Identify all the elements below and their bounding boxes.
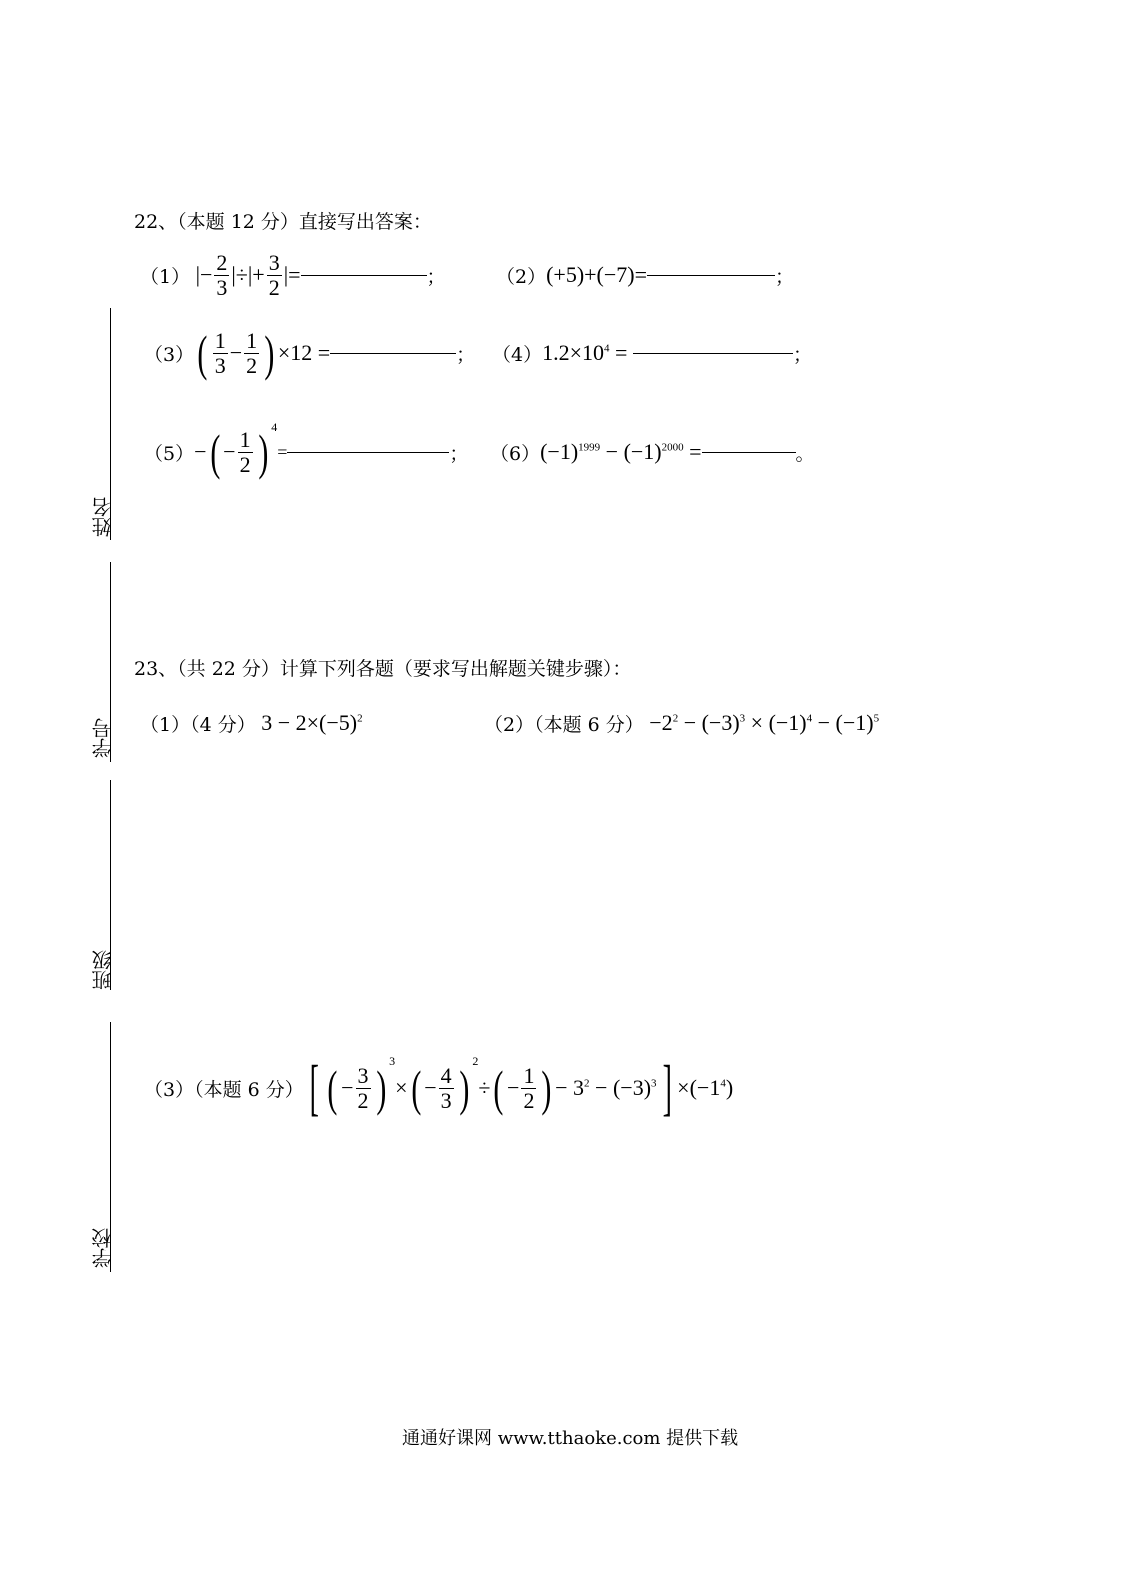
math-expression: −	[194, 439, 207, 464]
part-label: （4）	[492, 343, 543, 366]
end-mark: 。	[795, 442, 815, 465]
math-expression: =	[277, 441, 288, 462]
math-expression: ×	[395, 1075, 408, 1100]
math-expression: −	[229, 340, 243, 365]
fraction: $\frac{1}{2}$	[523, 1063, 535, 1113]
math-expression: − $3^2 - (-3)^3$	[555, 1075, 657, 1100]
q23-part1	[140, 708, 363, 738]
math-expression: ÷	[478, 1075, 491, 1100]
fraction: $\frac{3}{2}$	[268, 250, 280, 300]
part-label: （2）（本题 6 分）	[484, 713, 644, 736]
q22-part4	[492, 338, 812, 368]
part-label: （1）（4 分）	[140, 713, 256, 736]
math-expression: ]	[662, 1054, 672, 1122]
q22-part5	[144, 416, 468, 488]
math-expression: 4	[271, 420, 278, 434]
fraction: $\frac{1}{2}$	[239, 427, 251, 477]
q22-part1	[140, 245, 446, 305]
q23-header: 23、（共 22 分）计算下列各题（要求写出解题关键步骤）：	[134, 658, 632, 680]
math-expression: )	[458, 1060, 469, 1116]
math-expression: |=	[283, 262, 301, 287]
separator: ；	[792, 343, 812, 366]
math-expression: |−	[190, 262, 213, 287]
q22-part3	[144, 320, 475, 386]
answer-blank[interactable]	[702, 451, 796, 453]
part-label: （1）	[140, 265, 191, 288]
math-expression: (	[197, 325, 208, 381]
math-expression: $3 - 2\times(-5)^2$	[255, 710, 363, 735]
q23-part2	[484, 708, 879, 738]
math-expression: (+5)+(−7)=	[546, 262, 648, 287]
math-expression: $(-1)^{1999} - (-1)^{2000}$ =	[540, 439, 702, 464]
answer-blank[interactable]	[330, 352, 456, 354]
math-expression: [	[309, 1054, 319, 1122]
q22-part2	[496, 260, 794, 290]
math-expression: $-2^2 - (-3)^3 \times (-1)^4 - (-1)^5$	[643, 710, 880, 735]
math-expression: )	[541, 1060, 552, 1116]
math-expression: )	[257, 424, 268, 480]
part-label: （2）	[496, 265, 547, 288]
math-expression: $\times(-1^4)$	[677, 1075, 734, 1100]
math-expression: |÷|+	[231, 262, 265, 287]
school-label: 学校	[91, 1228, 115, 1268]
answer-blank[interactable]	[647, 274, 775, 276]
name-label: 姓名	[91, 497, 115, 537]
student-number-label: 学号	[91, 718, 115, 758]
answer-blank[interactable]	[301, 274, 427, 276]
q23-part3	[144, 1050, 733, 1126]
answer-blank[interactable]	[287, 451, 449, 453]
math-expression: )	[375, 1060, 386, 1116]
part-label: （6）	[490, 442, 541, 465]
fraction: $\frac{1}{2}$	[246, 328, 258, 378]
math-expression: (	[209, 424, 220, 480]
q22-part6	[490, 437, 815, 467]
separator: ；	[449, 442, 469, 465]
math-expression: (	[493, 1060, 504, 1116]
math-expression: −	[341, 1075, 354, 1100]
math-expression: −	[223, 439, 236, 464]
separator: ；	[456, 343, 476, 366]
math-expression: −	[507, 1075, 520, 1100]
part-label: （5）	[144, 442, 195, 465]
part-label: （3）	[144, 343, 195, 366]
q22-header: 22、（本题 12 分）直接写出答案：	[134, 211, 432, 233]
separator: ；	[426, 265, 446, 288]
fraction: $\frac{3}{2}$	[357, 1063, 369, 1113]
math-expression: 2	[472, 1054, 479, 1068]
fraction: $\frac{1}{3}$	[214, 328, 226, 378]
answer-blank[interactable]	[633, 352, 793, 354]
math-expression: ×12 =	[277, 340, 331, 365]
fraction: $\frac{4}{3}$	[440, 1063, 452, 1113]
separator: ；	[775, 265, 795, 288]
math-expression: 3	[389, 1054, 396, 1068]
math-expression: (	[410, 1060, 421, 1116]
math-expression: (	[327, 1060, 338, 1116]
math-expression: $1.2\times 10^4$ =	[542, 340, 633, 365]
footer-text: 通通好课网 www.tthaoke.com 提供下载	[402, 1428, 739, 1449]
fraction: $\frac{2}{3}$	[216, 250, 228, 300]
class-label: 班级	[91, 950, 115, 990]
math-expression: )	[264, 325, 275, 381]
math-expression: −	[424, 1075, 437, 1100]
part-label: （3）（本题 6 分）	[144, 1078, 304, 1101]
